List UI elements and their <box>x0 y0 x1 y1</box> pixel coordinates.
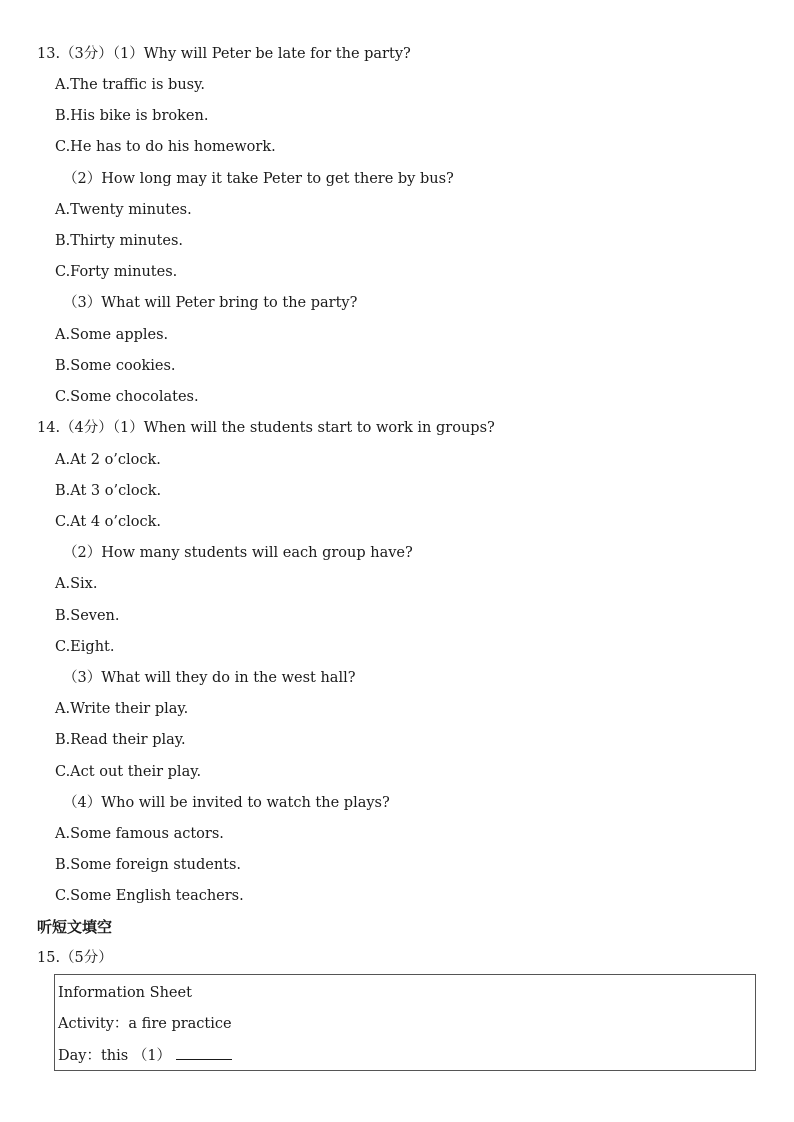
information-sheet-box <box>54 974 756 1071</box>
q13-2-option-c: C.Forty minutes. <box>55 264 178 280</box>
q14-2-option-a: A.Six. <box>55 576 98 592</box>
information-sheet-title: Information Sheet <box>58 985 192 1001</box>
day-line <box>58 1045 232 1066</box>
q15-header: 15.（5分） <box>37 950 113 966</box>
day-label: Day：this （1） <box>58 1048 172 1064</box>
q13-header: 13.（3分）（1）Why will Peter be late for the party? <box>37 46 411 62</box>
q13-3-option-c: C.Some chocolates. <box>55 389 199 405</box>
q14-3-option-b: B.Read their play. <box>55 732 186 748</box>
q13-3-option-b: B.Some cookies. <box>55 358 176 374</box>
q13-2-option-b: B.Thirty minutes. <box>55 233 183 249</box>
q13-3-question: （3）What will Peter bring to the party? <box>63 295 358 311</box>
q14-2-option-c: C.Eight. <box>55 639 115 655</box>
q14-4-option-c: C.Some English teachers. <box>55 888 244 904</box>
q14-4-option-a: A.Some famous actors. <box>55 826 224 842</box>
q14-4-question: （4）Who will be invited to watch the plays? <box>63 795 390 811</box>
q14-4-option-b: B.Some foreign students. <box>55 857 242 873</box>
q14-1-option-a: A.At 2 o’clock. <box>55 452 161 468</box>
q14-1-option-b: B.At 3 o’clock. <box>55 483 162 499</box>
section-title: 听短文填空 <box>37 918 113 936</box>
q13-1-option-b: B.His bike is broken. <box>55 108 209 124</box>
q13-2-question: （2）How long may it take Peter to get there by bus? <box>63 171 454 187</box>
q13-3-option-a: A.Some apples. <box>55 327 169 343</box>
q13-2-option-a: A.Twenty minutes. <box>55 202 192 218</box>
activity-line: Activity：a fire practice <box>58 1016 232 1032</box>
q14-header: 14.（4分）（1）When will the students start to work in groups? <box>37 420 495 436</box>
q14-2-question: （2）How many students will each group have? <box>63 545 413 561</box>
q14-2-option-b: B.Seven. <box>55 608 120 624</box>
q14-3-option-a: A.Write their play. <box>55 701 189 717</box>
q13-1-option-c: C.He has to do his homework. <box>55 139 276 155</box>
q14-1-option-c: C.At 4 o’clock. <box>55 514 162 530</box>
q13-1-option-a: A.The traffic is busy. <box>55 77 205 93</box>
answer-blank-1[interactable] <box>176 1045 232 1060</box>
q14-3-question: （3）What will they do in the west hall? <box>63 670 356 686</box>
q14-3-option-c: C.Act out their play. <box>55 764 202 780</box>
